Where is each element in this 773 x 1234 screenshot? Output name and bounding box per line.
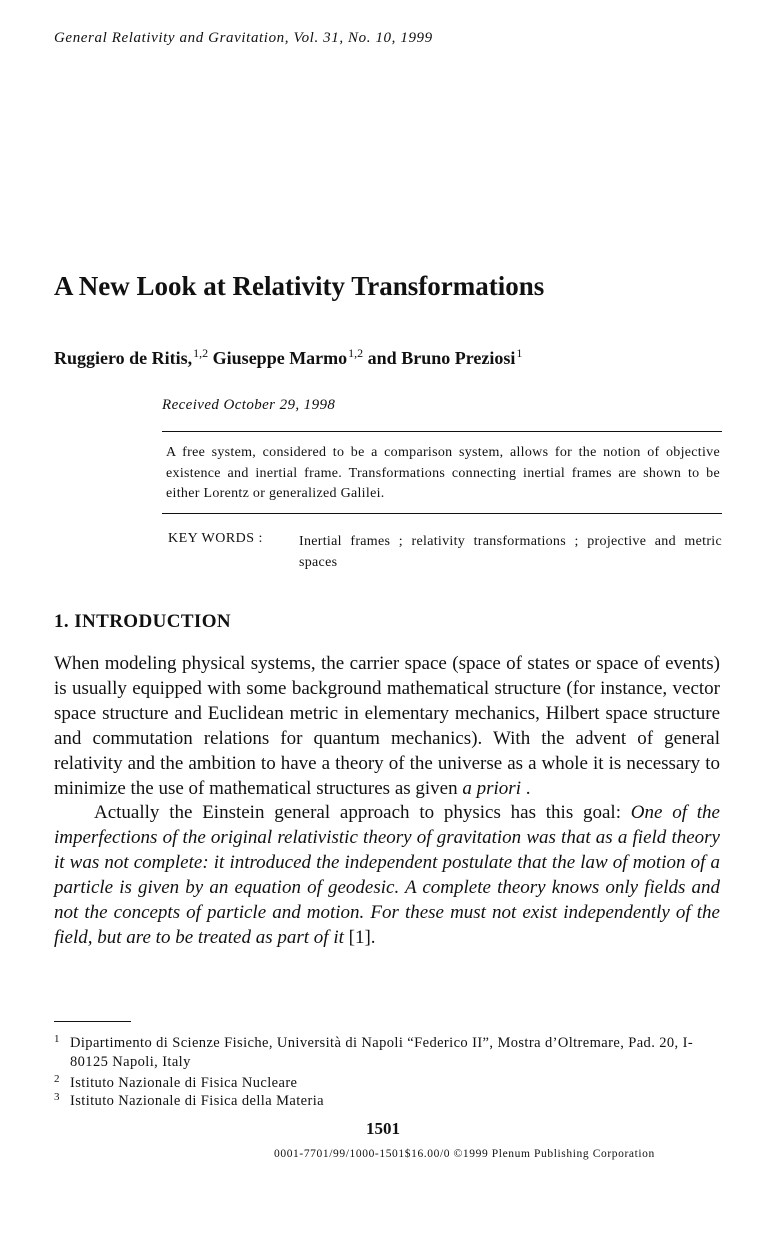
body-text [54, 652, 720, 951]
author-affiliation: 1,2 [193, 346, 209, 360]
footnote-mark: 1 [54, 1033, 60, 1045]
received-date: Received October 29, 1998 [162, 397, 336, 413]
abstract-top-rule [162, 431, 722, 432]
paragraph [54, 652, 720, 801]
keywords-label: KEY WORDS : [168, 531, 263, 546]
footnote [54, 1092, 720, 1111]
paragraph-text: . [520, 777, 531, 799]
section-heading: 1. INTRODUCTION [54, 611, 232, 632]
footnote-mark: 3 [54, 1091, 60, 1103]
footnote [54, 1034, 720, 1072]
paragraph-text: When modeling physical systems, the carrier space (space of states or space of events) is usually equipped with some background mathematical structure (for instance, vector space structure and Euclidean metric in elementary mechanics, Hilbert space structure and commutation relations for quantum mechanics). With the advent of general relativity and the ambition to have a theory of the universe as a whole it is necessary to minimize the use of mathematical structures as given [54, 653, 720, 799]
einstein-quote: One of the imperfections of the original relativistic theory of gravitation was that as a field theory it was not complete: it introduced the independent postulate that the law of motion of a particle is given by an equation of geodesic. A complete theory knows only fields and not the concepts of particle and motion. For these must not exist independently of the field, but are to be treated as part of it [54, 802, 720, 948]
author-name: Giuseppe Marmo [212, 348, 348, 368]
page-number: 1501 [366, 1119, 400, 1138]
footnote-text: Istituto Nazionale di Fisica Nucleare [70, 1075, 298, 1091]
copyright-line: 0001-7701/99/1000-1501$16.00/0 ©1999 Plenum Publishing Corporation [274, 1148, 655, 1160]
italic-phrase: a priori [462, 777, 521, 799]
author-name: Bruno Preziosi [401, 348, 516, 368]
author-separator: and [367, 348, 397, 368]
author-list [54, 346, 522, 369]
keywords: Inertial frames ; relativity transformations ; projective and metric spaces [299, 534, 722, 570]
author-affiliation: 1,2 [348, 346, 364, 360]
paper-title: A New Look at Relativity Transformations [54, 271, 545, 301]
footnote-mark: 2 [54, 1073, 60, 1085]
footnote-text: Dipartimento di Scienze Fisiche, Università di Napoli “Federico II”, Mostra d’Oltremare, Pad. 20, I-80125 Napoli, Italy [70, 1035, 694, 1070]
footnote-text: Istituto Nazionale di Fisica della Materia [70, 1093, 324, 1109]
journal-header: General Relativity and Gravitation, Vol. 31, No. 10, 1999 [54, 30, 433, 46]
author-name: Ruggiero de Ritis, [54, 348, 193, 368]
paragraph [54, 801, 720, 950]
author-affiliation: 1 [516, 346, 523, 360]
abstract: A free system, considered to be a comparison system, allows for the notion of objective existence and inertial frame. Transformations connecting inertial frames are shown to be either Lorentz or generalized Galilei. [166, 445, 720, 501]
paragraph-text: Actually the Einstein general approach to physics has this goal: [94, 802, 631, 824]
abstract-bottom-rule [162, 513, 722, 514]
footnote [54, 1074, 720, 1093]
footnote-rule [54, 1021, 131, 1022]
citation: [1]. [343, 926, 376, 948]
